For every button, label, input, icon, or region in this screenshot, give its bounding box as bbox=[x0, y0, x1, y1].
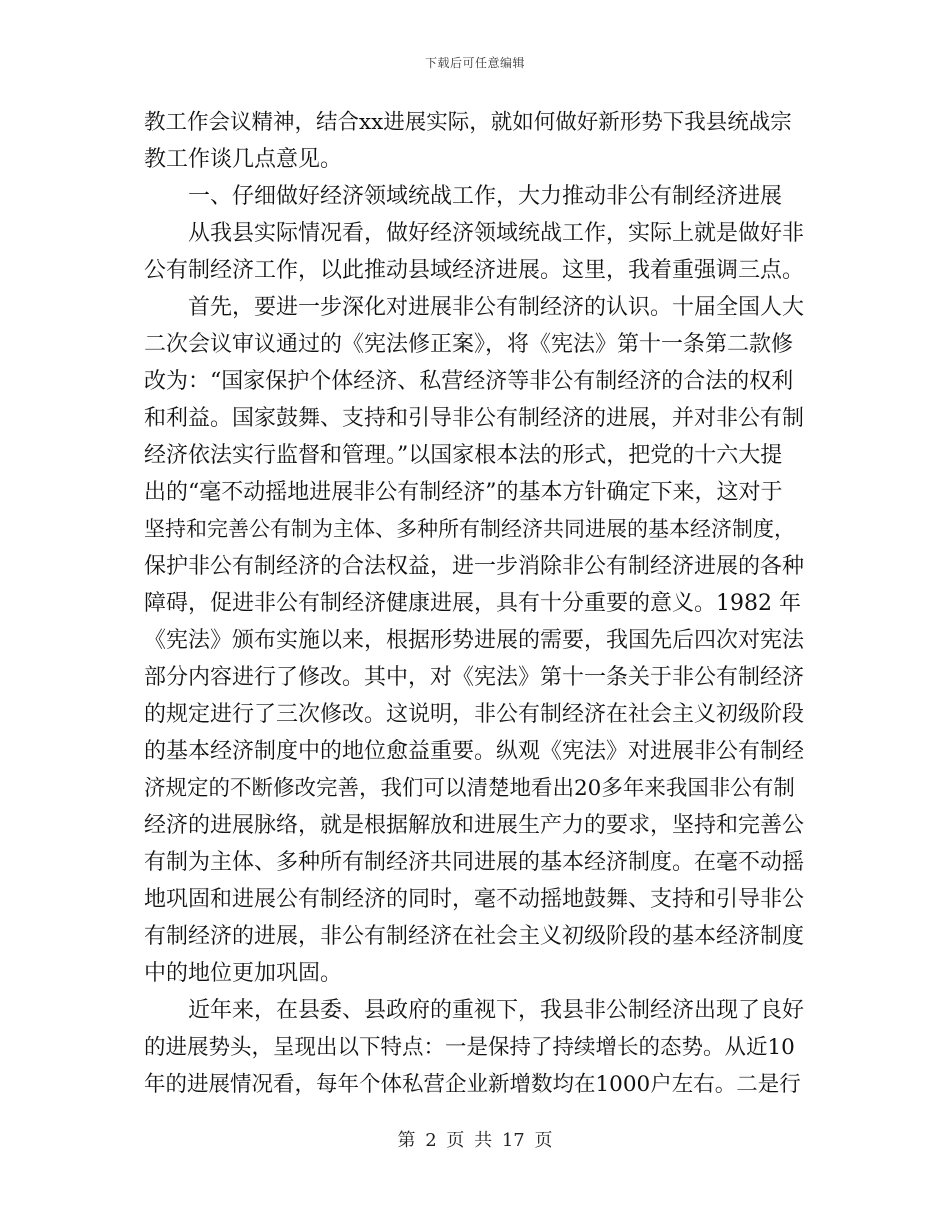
document-body bbox=[144, 104, 806, 1103]
body-line: 首先，要进一步深化对进展非公有制经济的认识。十届全国人大 bbox=[144, 295, 805, 320]
page-number-footer: 第 2 页 共 17 页 bbox=[397, 1130, 553, 1151]
body-line: 的基本经济制度中的地位愈益重要。纵观《宪法》对进展非公有制经 bbox=[144, 739, 805, 764]
body-line: 地巩固和进展公有制经济的同时，毫不动摇地鼓舞、支持和引导非公 bbox=[144, 887, 805, 912]
body-line: 经济依法实行监督和管理。”以国家根本法的形式，把党的十六大提 bbox=[144, 443, 783, 468]
body-line: 济规定的不断修改完善，我们可以清楚地看出20多年来我国非公有制 bbox=[144, 776, 795, 801]
body-line: 障碍，促进非公有制经济健康进展，具有十分重要的意义。1982 年 bbox=[144, 591, 801, 616]
body-line: 有制经济的进展，非公有制经济在社会主义初级阶段的基本经济制度 bbox=[144, 924, 805, 949]
body-line: 有制为主体、多种所有制经济共同进展的基本经济制度。在毫不动摇 bbox=[144, 850, 805, 875]
body-line: 《宪法》颁布实施以来，根据形势进展的需要，我国先后四次对宪法 bbox=[144, 628, 805, 653]
body-line: 教工作会议精神，结合xx进展实际，就如何做好新形势下我县统战宗 bbox=[144, 110, 792, 135]
body-line: 教工作谈几点意见。 bbox=[144, 147, 343, 172]
body-line: 坚持和完善公有制为主体、多种所有制经济共同进展的基本经济制度， bbox=[144, 517, 795, 541]
body-line: 出的“毫不动摇地进展非公有制经济”的基本方针确定下来，这对于 bbox=[144, 480, 783, 505]
section-heading: 一、仔细做好经济领域统战工作，大力推动非公有制经济进展 bbox=[144, 184, 783, 209]
body-line: 年的进展情况看，每年个体私营企业新增数均在1000户左右。二是行 bbox=[144, 1072, 801, 1097]
body-line: 的进展势头，呈现出以下特点：一是保持了持续增长的态势。从近10 bbox=[144, 1035, 795, 1060]
body-line: 改为：“国家保护个体经济、私营经济等非公有制经济的合法的权利 bbox=[144, 369, 794, 394]
body-line: 从我县实际情况看，做好经济领域统战工作，实际上就是做好非 bbox=[144, 221, 805, 246]
body-line: 近年来，在县委、县政府的重视下，我县非公制经济出现了良好 bbox=[144, 998, 805, 1023]
body-line: 和利益。国家鼓舞、支持和引导非公有制经济的进展，并对非公有制 bbox=[144, 406, 805, 431]
body-line: 的规定进行了三次修改。这说明，非公有制经济在社会主义初级阶段 bbox=[144, 702, 805, 727]
body-line: 经济的进展脉络，就是根据解放和进展生产力的要求，坚持和完善公 bbox=[144, 813, 805, 838]
body-line: 部分内容进行了修改。其中，对《宪法》第十一条关于非公有制经济 bbox=[144, 665, 805, 690]
page-header-note: 下载后可任意编辑 bbox=[424, 56, 525, 70]
body-line: 中的地位更加巩固。 bbox=[144, 961, 343, 986]
body-line: 公有制经济工作，以此推动县域经济进展。这里，我着重强调三点。 bbox=[144, 258, 805, 283]
body-line: 二次会议审议通过的《宪法修正案》，将《宪法》第十一条第二款修 bbox=[144, 332, 794, 357]
body-line: 保护非公有制经济的合法权益，进一步消除非公有制经济进展的各种 bbox=[144, 554, 805, 579]
